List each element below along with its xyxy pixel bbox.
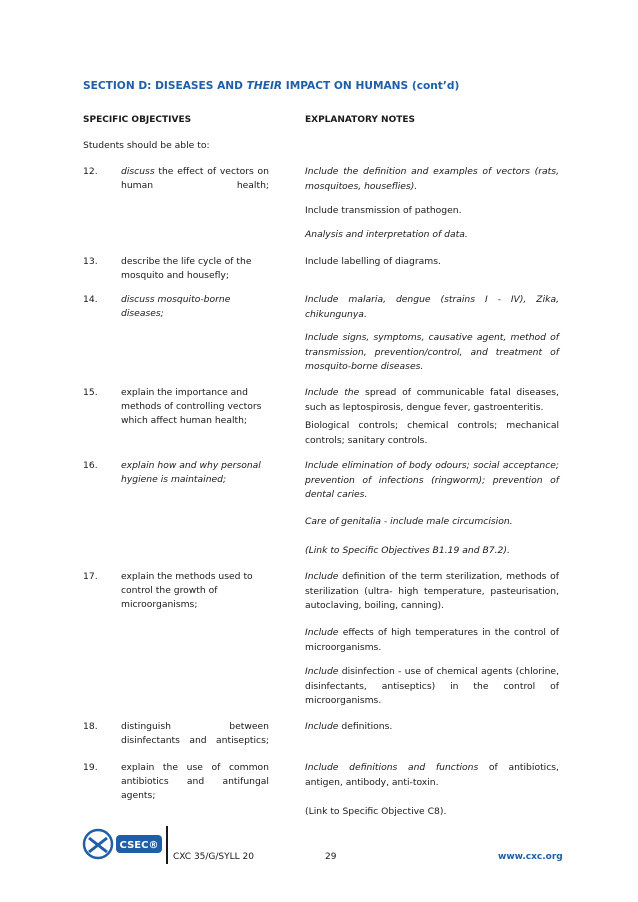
objective-19: explain the use of common antibiotics and antifungal agents;	[121, 762, 269, 801]
objectives-header: SPECIFIC OBJECTIVES	[83, 115, 192, 125]
note-18-a: Include definitions.	[305, 721, 393, 732]
objective-number-12: 12.	[83, 166, 98, 177]
note-15-b: Biological controls; chemical controls; mechanical controls; sanitary controls.	[305, 420, 559, 446]
objective-17: explain the methods used to control the growth of microorganisms;	[121, 571, 253, 610]
objective-13: describe the life cycle of the mosquito and housefly;	[121, 256, 252, 281]
section-title: SECTION D: DISEASES AND THEIR IMPACT ON HUMANS (cont’d)	[83, 80, 460, 92]
footer-divider	[166, 826, 168, 864]
note-16-a: Include elimination of body odours; social acceptance; prevention of infections (ringworm); prevention of dental caries.	[305, 460, 559, 500]
objective-18: distinguish between disinfectants and antiseptics;	[121, 721, 269, 746]
cxc-csec-logo	[82, 826, 164, 862]
objective-number-16: 16.	[83, 460, 98, 471]
website-link[interactable]: www.cxc.org	[498, 852, 563, 862]
note-14-a: Include malaria, dengue (strains I - IV), Zika, chikungunya.	[305, 294, 559, 320]
objective-15: explain the importance and methods of controlling vectors which affect human health;	[121, 387, 262, 426]
objective-number-14: 14.	[83, 294, 98, 305]
note-16-c: (Link to Specific Objectives B1.19 and B7.2).	[305, 545, 510, 556]
note-19-b: (Link to Specific Objective C8).	[305, 806, 447, 817]
note-14-b: Include signs, symptoms, causative agent, method of transmission, prevention/control, and treatment of mosquito-borne diseases.	[305, 332, 559, 372]
footer-code: CXC 35/G/SYLL 20	[173, 852, 254, 862]
intro-text: Students should be able to:	[83, 140, 210, 151]
note-17-c: Include disinfection - use of chemical agents (chlorine, disinfectants, antiseptics) in the control of microorganisms.	[305, 666, 559, 706]
note-19-a: Include definitions and functions of antibiotics, antigen, antibody, anti-toxin.	[305, 762, 559, 788]
note-17-b: Include effects of high temperatures in the control of microorganisms.	[305, 627, 559, 653]
note-12-b: Include transmission of pathogen.	[305, 205, 462, 216]
objective-number-13: 13.	[83, 256, 98, 267]
note-17-a: Include definition of the term sterilization, methods of sterilization (ultra- high temperature, pasteurisation, autoclaving, boiling, canning).	[305, 571, 559, 611]
objective-number-17: 17.	[83, 571, 98, 582]
objective-number-19: 19.	[83, 762, 98, 773]
logo-text: CSEC®	[119, 840, 159, 851]
objective-number-18: 18.	[83, 721, 98, 732]
objective-number-15: 15.	[83, 387, 98, 398]
note-15-a: Include the spread of communicable fatal diseases, such as leptospirosis, dengue fever, gastroenteritis.	[305, 387, 559, 413]
objective-16: explain how and why personal hygiene is maintained;	[121, 460, 261, 485]
note-12-c: Analysis and interpretation of data.	[305, 229, 468, 240]
note-12-a: Include the definition and examples of vectors (rats, mosquitoes, houseflies).	[305, 166, 559, 192]
page-number: 29	[325, 852, 337, 862]
note-16-b: Care of genitalia - include male circumcision.	[305, 516, 513, 527]
objective-12: discuss the effect of vectors on human health;	[121, 166, 269, 191]
objective-14: discuss mosquito-borne diseases;	[121, 294, 231, 319]
logo-x-icon	[89, 838, 107, 852]
notes-header: EXPLANATORY NOTES	[305, 115, 416, 125]
note-13-a: Include labelling of diagrams.	[305, 256, 441, 267]
